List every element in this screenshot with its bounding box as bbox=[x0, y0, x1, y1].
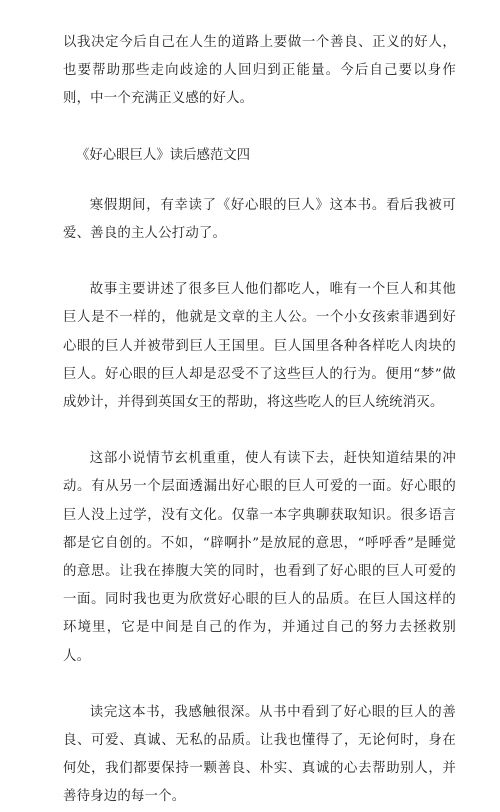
section-title: 《好心眼巨人》读后感范文四 bbox=[76, 147, 251, 163]
paragraph-3: 这部小说情节玄机重重，使人有读下去，赶快知道结果的冲动。有从另一个层面透漏出好心眼的巨人可爱的一面。好心眼的巨人没上过学，没有文化。仅靠一本字典聊获取知识。很多语言都是它自创的。不如，“辟啊扑”是放屁的意思，“呼呼香”是睡觉的意思。让我在捧腹大笑的同时，也看到了好心眼的巨人可爱的一面。同时我也更为欣赏好心眼的巨人的品质。在巨人国这样的环境里，它是中间是自己的作为，并通过自己的努力去拯救别人。 bbox=[63, 451, 456, 664]
paragraph-continued: 以我决定今后自己在人生的道路上要做一个善良、正义的好人，也要帮助那些走向歧途的人回归到正能量。今后自己要以身作则，中一个充满正义感的好人。 bbox=[63, 35, 456, 107]
spacer bbox=[63, 671, 456, 699]
spacer bbox=[63, 248, 456, 276]
spacer bbox=[63, 417, 456, 445]
paragraph-2: 故事主要讲述了很多巨人他们都吃人，唯有一个巨人和其他巨人是不一样的，他就是文章的主人公。一个小女孩索菲遇到好心眼的巨人并被带到巨人王国里。巨人国里各种各样吃人肉块的巨人。好心眼的巨人却是忍受不了这些巨人的行为。便用“梦”做成妙计，并得到英国女王的帮助，将这些吃人的巨人统统消灭。 bbox=[63, 282, 456, 411]
spacer bbox=[63, 170, 456, 192]
paragraph-4: 读完这本书，我感触很深。从书中看到了好心眼的巨人的善良、可爱、真诚、无私的品质。让我也懂得了，无论何时，身在何处，我们都要保持一颗善良、朴实、真诚的心去帮助别人，并善待身边的每一个。 bbox=[63, 704, 456, 805]
paragraph-1: 寒假期间，有幸读了《好心眼的巨人》这本书。看后我被可爱、善良的主人公打动了。 bbox=[63, 197, 456, 242]
spacer bbox=[63, 114, 456, 142]
